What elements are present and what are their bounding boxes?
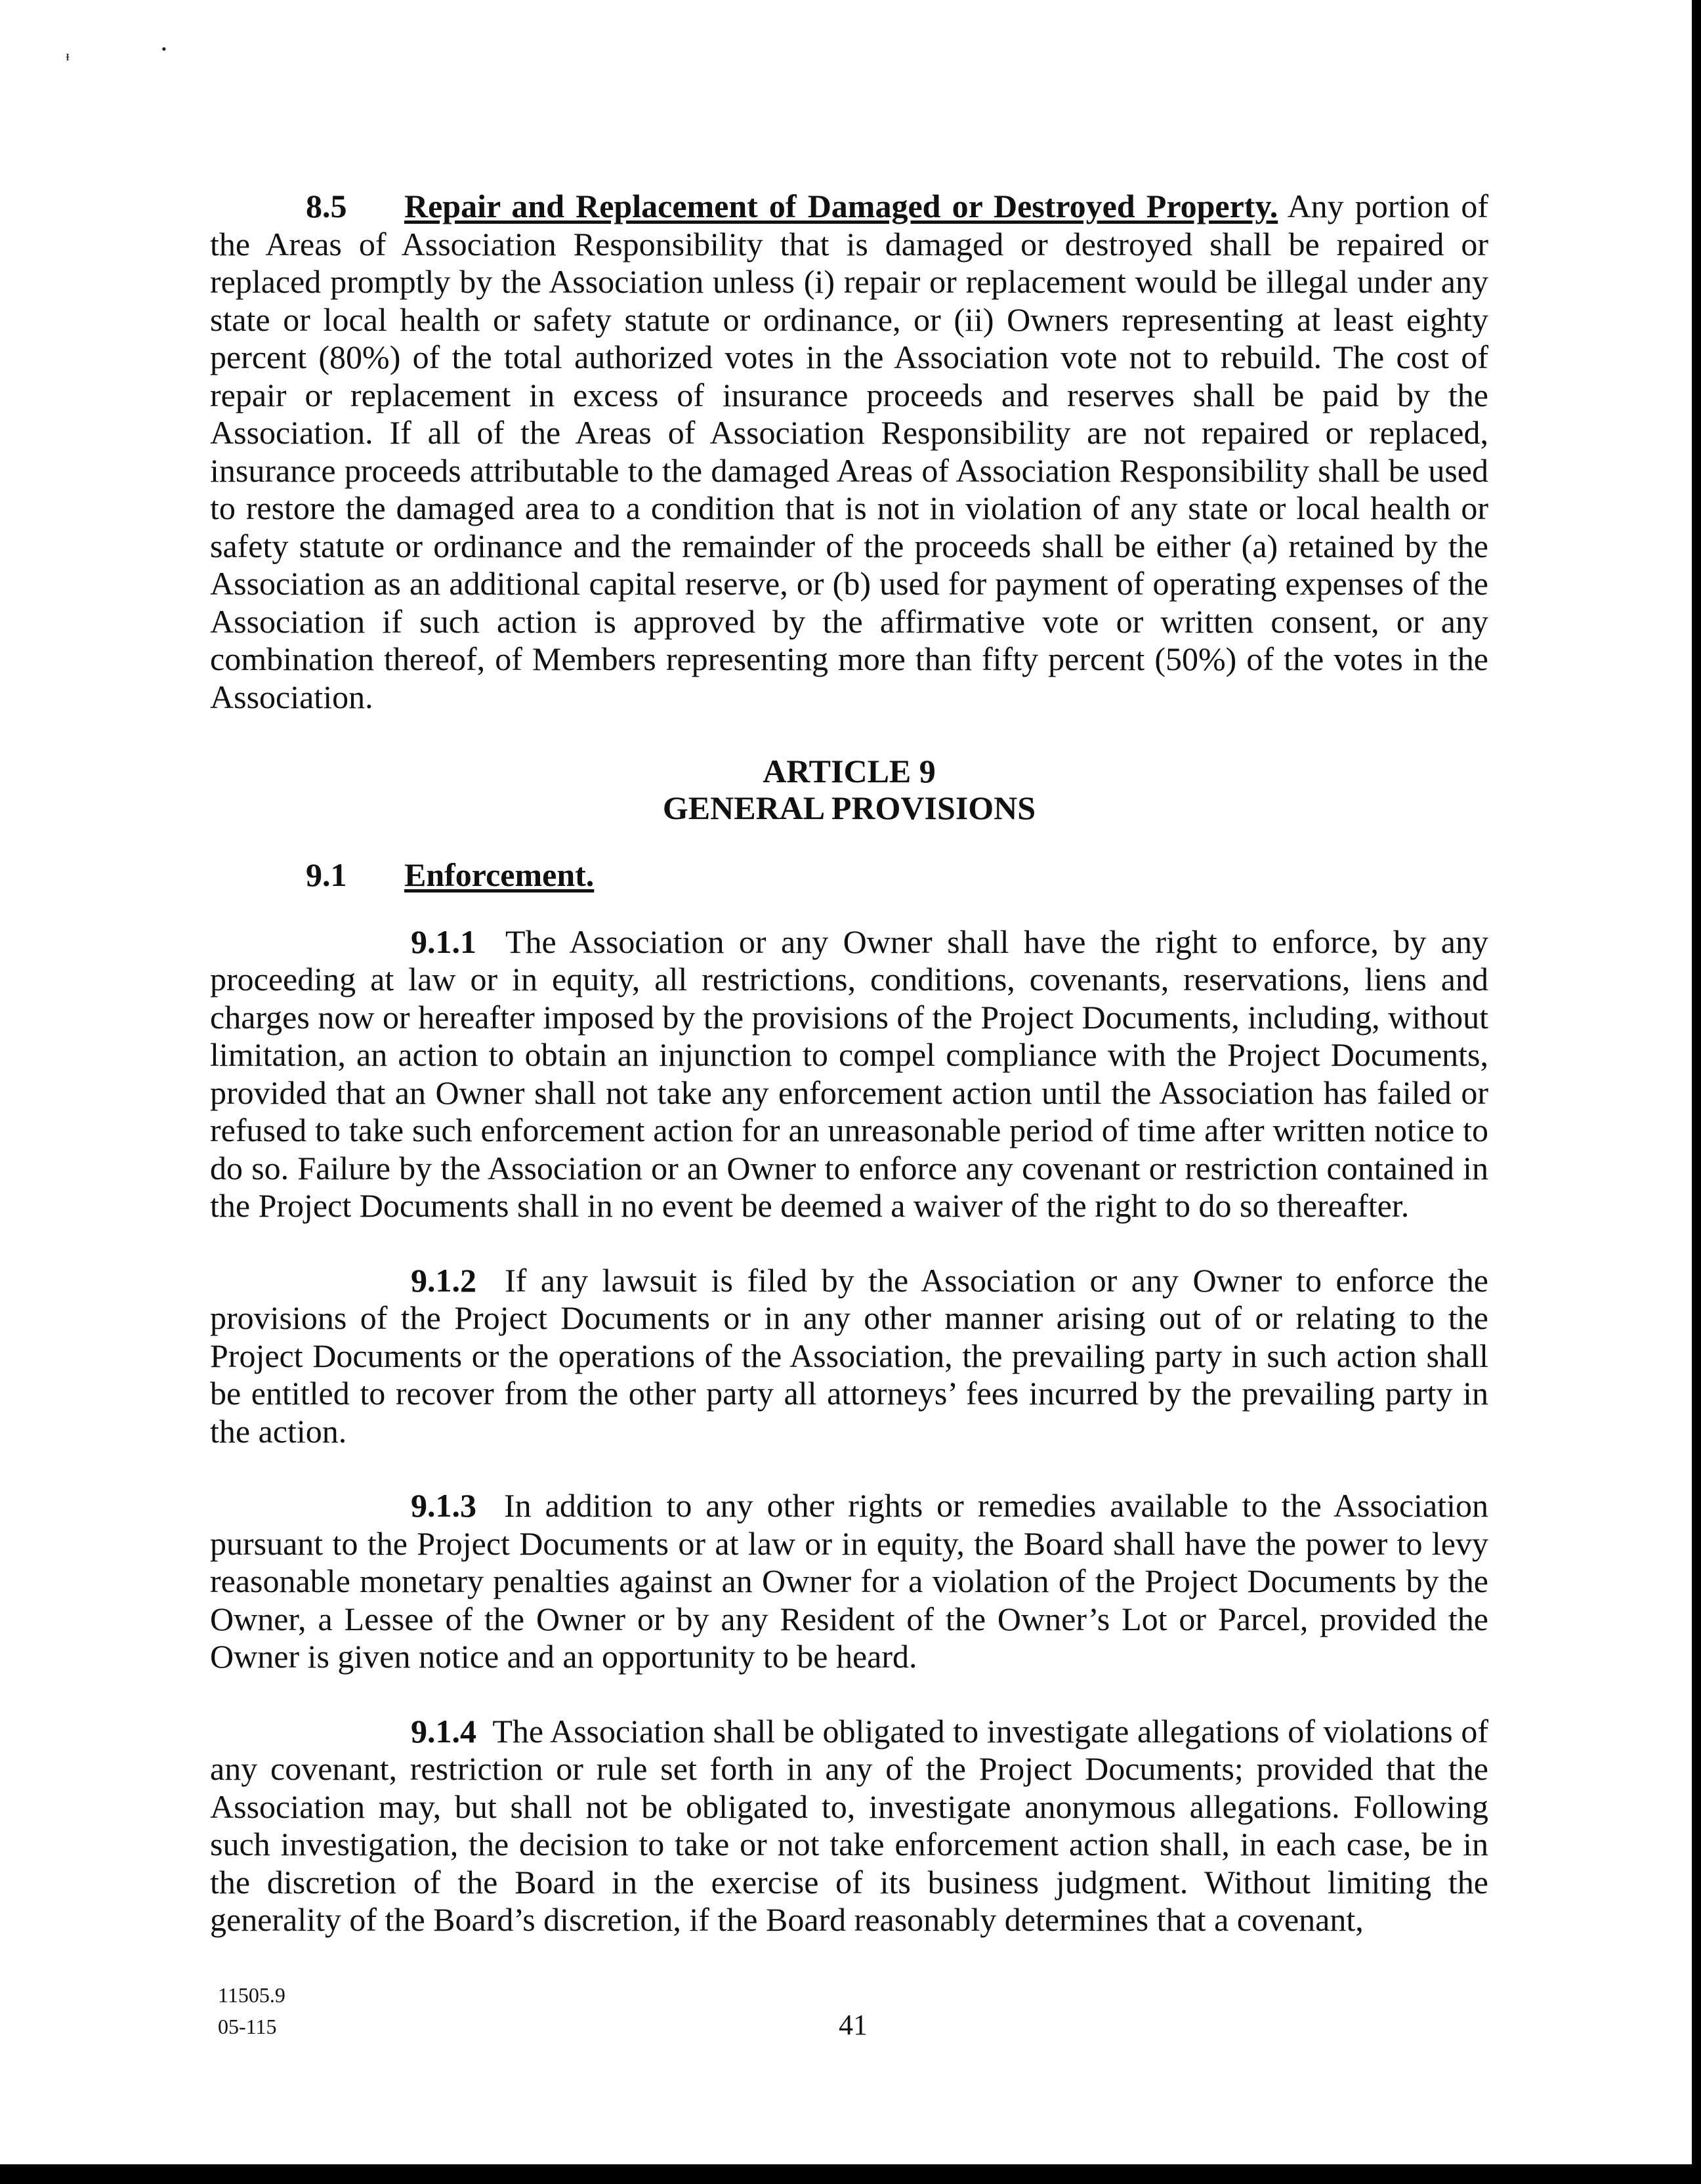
scan-speck: • <box>161 41 167 57</box>
section-number: 8.5 <box>306 188 347 224</box>
subsection-9-1-3 <box>210 1487 1488 1676</box>
subsection-body: If any lawsuit is filed by the Association or any Owner to enforce the provisions of the Project Documents or in any other manner arising out of or relating to the Project Documents or the operations of the Association, the prevailing party in such action shall be entitled to recover from the other party all attorneys’ fees incurred by the prevailing party in the action. <box>210 1261 1488 1450</box>
page-number: 41 <box>839 2009 868 2041</box>
section-9-1-heading <box>210 856 1488 894</box>
section-title: Repair and Replacement of Damaged or Destroyed Property. <box>404 188 1278 224</box>
section-8-5 <box>210 188 1488 716</box>
subsection-body: In addition to any other rights or remedies available to the Association pursuant to the Project Documents or at law or in equity, the Board shall have the power to levy reasonable monetary penalties against an Owner for a violation of the Project Documents by the Owner, a Lessee of the Owner or by any Resident of the Owner’s Lot or Parcel, provided the Owner is given notice and an opportunity to be heard. <box>210 1487 1489 1675</box>
subsection-9-1-1 <box>210 923 1488 1225</box>
subsection-number: 9.1.1 <box>411 923 476 960</box>
subsection-9-1-4 <box>210 1713 1488 1939</box>
scan-border-right <box>1692 0 1701 2184</box>
doc-code: 11505.9 <box>218 1983 285 2007</box>
footer-codes <box>218 1979 285 2042</box>
section-number: 9.1 <box>306 856 347 893</box>
subsection-number: 9.1.2 <box>411 1261 476 1299</box>
article-label: ARTICLE 9 <box>763 753 936 789</box>
document-page <box>210 188 1488 1939</box>
subsection-body: The Association shall be obligated to investigate allegations of violations of any covenant, restriction or rule set forth in any of the Project Documents; provided that the Association may, but shall not be obligated to, investigate anonymous allegations. Following such investigation, the decision to take or not take enforcement action shall, in each case, be in the discretion of the Board in the exercise of its business judgment. Without limiting the generality of the Board’s discretion, if the Board reasonably determines that a covenant, <box>210 1712 1488 1938</box>
subsection-body: The Association or any Owner shall have the right to enforce, by any proceeding at law or in equity, all restrictions, conditions, covenants, reservations, liens and charges now or hereafter imposed by the provisions of the Project Documents, including, without limitation, an action to obtain an injunction to compel compliance with the Project Documents, provided that an Owner shall not take any enforcement action until the Association has failed or refused to take such enforcement action for an unreasonable period of time after written notice to do so. Failure by the Association or an Owner to enforce any covenant or restriction contained in the Project Documents shall in no event be deemed a waiver of the right to do so thereafter. <box>210 923 1488 1224</box>
section-body: Any portion of the Areas of Association Responsibility that is damaged or destroyed shall be repaired or replaced promptly by the Association unless (i) repair or replacement would be illegal under any state or local health or safety statute or ordinance, or (ii) Owners representing at least eighty percent (80%) of the total authorized votes in the Association vote not to rebuild. The cost of repair or replacement in excess of insurance proceeds and reserves shall be paid by the Association. If all of the Areas of Association Responsibility are not repaired or replaced, insurance proceeds attributable to the damaged Areas of Association Responsibility shall be used to restore the damaged area to a condition that is not in violation of any state or local health or safety statute or ordinance and the remainder of the proceeds shall be either (a) retained by the Association as an additional capital reserve, or (b) used for payment of operating expenses of the Association if such action is approved by the affirmative vote or written consent, or any combination thereof, of Members representing more than fifty percent (50%) of the votes in the Association. <box>210 188 1488 715</box>
scan-speck: ᵻ <box>66 47 70 64</box>
subsection-number: 9.1.3 <box>411 1487 476 1524</box>
file-code: 05-115 <box>218 2015 277 2038</box>
article-title: GENERAL PROVISIONS <box>662 789 1036 826</box>
subsection-9-1-2 <box>210 1262 1488 1451</box>
section-title: Enforcement. <box>404 856 595 893</box>
subsection-number: 9.1.4 <box>411 1712 476 1750</box>
scan-border-bottom <box>0 2164 1701 2184</box>
